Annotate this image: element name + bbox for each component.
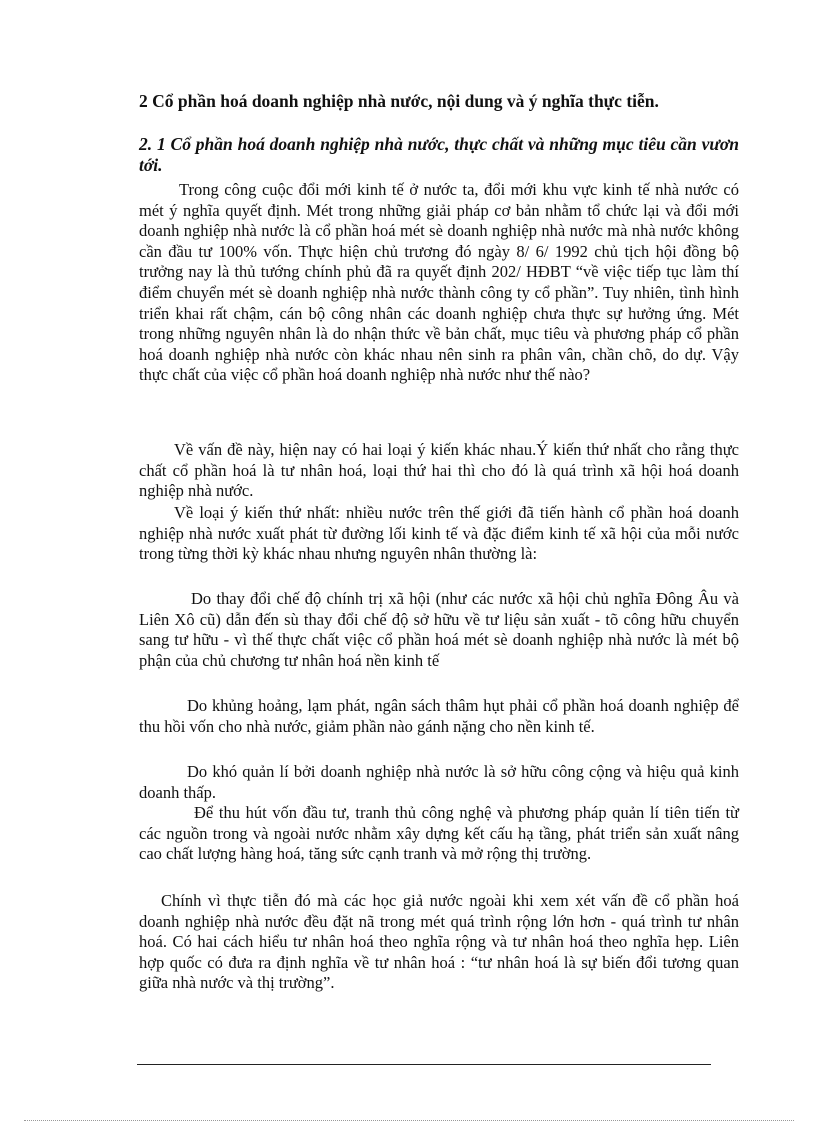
paragraph-intro: Trong công cuộc đổi mới kinh tế ở nước ta, đổi mới khu vực kinh tế nhà nước có mét ý nghĩa quyết định. Mét trong những giải pháp cơ bản nhằm tổ chức lại và đổi mới doanh nghiệp nhà nước là cổ phần hoá mét sè doanh nghiệp nhà nước mà nhà nước không cần đầu tư 100% vốn. Thực hiện chủ trương đó ngày 8/ 6/ 1992 chủ tịch hội đồng bộ trưởng nay là thủ tướng chính phủ đã ra quyết định 202/ HĐBT “về việc tiếp tục làm thí điểm chuyển mét sè doanh nghiệp nhà nước thành công ty cổ phần”. Tuy nhiên, tình hình triển khai rất chậm, cán bộ công nhân các doanh nghiệp chưa thực sự hưởng ứng. Mét trong những nguyên nhân là do nhận thức về bản chất, mục tiêu và phương pháp cổ phần hoá doanh nghiệp nhà nước còn khác nhau nên sinh ra phân vân, chần chõ, do dự. Vậy thực chất của việc cổ phần hoá doanh nghiệp nhà nước như thế nào? (139, 180, 739, 385)
paragraph-reason-crisis: Do khủng hoảng, lạm phát, ngân sách thâm hụt phải cổ phần hoá doanh nghiệp để thu hồi vốn cho nhà nước, giảm phần nào gánh nặng cho nền kinh tế. (139, 696, 739, 736)
paragraph-reason-management: Do khó quản lí bởi doanh nghiệp nhà nước là sở hữu công cộng và hiệu quả kinh doanh thấp. (139, 762, 739, 802)
footer-rule (137, 1064, 711, 1065)
section-heading: 2 Cổ phần hoá doanh nghiệp nhà nước, nội dung và ý nghĩa thực tiễn. (139, 91, 659, 111)
paragraph-privatization: Chính vì thực tiễn đó mà các học giả nước ngoài khi xem xét vấn đề cổ phần hoá doanh nghiệp nhà nước đều đặt nã trong mét quá trình rộng lớn hơn - quá trình tư nhân hoá. Có hai cách hiểu tư nhân hoá theo nghĩa rộng và tư nhân hoá theo nghĩa hẹp. Liên hợp quốc có đưa ra định nghĩa về tư nhân hoá : “tư nhân hoá là sự biến đổi tương quan giữa nhà nước và thị trường”. (139, 891, 739, 993)
paragraph-two-opinions: Về vấn đề này, hiện nay có hai loại ý kiến khác nhau.Ý kiến thứ nhất cho rằng thực chất cổ phần hoá là tư nhân hoá, loại thứ hai thì cho đó là quá trình xã hội hoá doanh nghiệp nhà nước. (139, 440, 739, 501)
page-border-dots (24, 1120, 794, 1121)
subsection-heading: 2. 1 Cổ phần hoá doanh nghiệp nhà nước, thực chất và những mục tiêu cần vươn tới. (139, 134, 739, 175)
paragraph-reason-political: Do thay đổi chế độ chính trị xã hội (như các nước xã hội chủ nghĩa Đông Âu và Liên Xô cũ) dẫn đến sù thay đổi chế độ sở hữu về tư liệu sản xuất - tõ công hữu chuyển sang tư hữu - vì thế thực chất việc cổ phần hoá mét sè doanh nghiệp nhà nước là mét bộ phận của chủ chương tư nhân hoá nền kinh tế (139, 589, 739, 670)
paragraph-first-opinion: Về loại ý kiến thứ nhất: nhiều nước trên thế giới đã tiến hành cổ phần hoá doanh nghiệp nhà nước xuất phát từ đường lối kinh tế và đặc điểm kinh tế xã hội của mỗi nước trong từng thời kỳ khác nhau nhưng nguyên nhân thường là: (139, 503, 739, 564)
paragraph-reason-investment: Để thu hút vốn đầu tư, tranh thủ công nghệ và phương pháp quản lí tiên tiến từ các nguồn trong và ngoài nước nhằm xây dựng kết cấu hạ tầng, phát triển sản xuất nâng cao chất lượng hàng hoá, tăng sức cạnh tranh và mở rộng thị trường. (139, 803, 739, 864)
